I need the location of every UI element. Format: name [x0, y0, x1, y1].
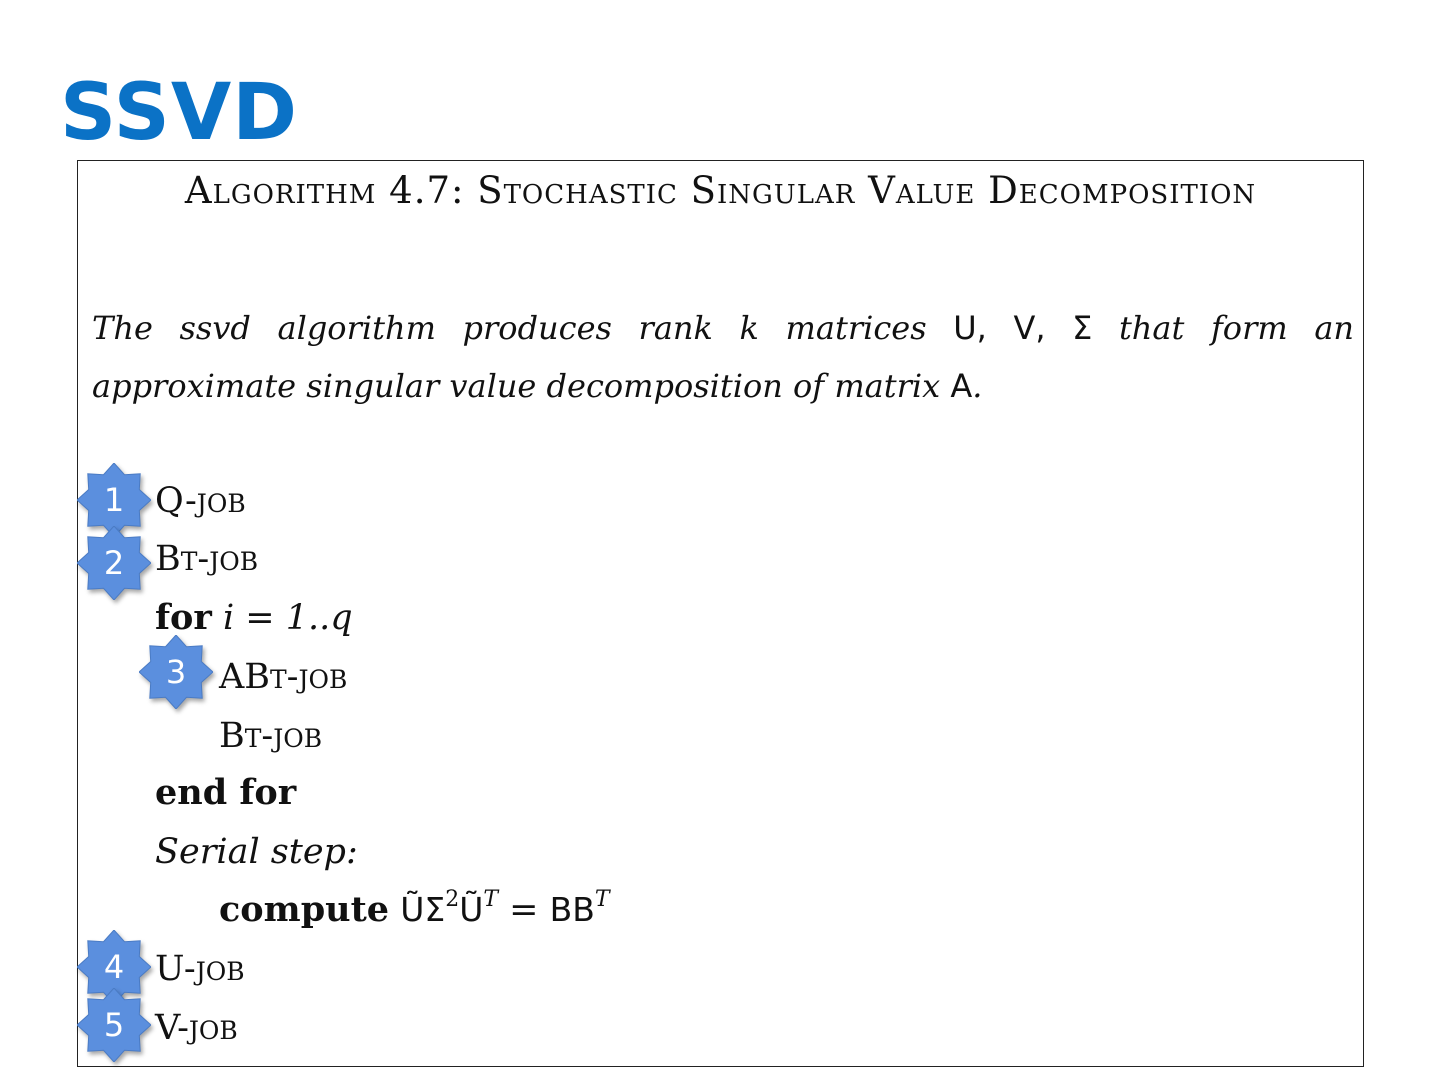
- step-q-job: Q-job: [155, 481, 246, 521]
- intro-text-4: .: [972, 367, 983, 405]
- badge-number: 5: [103, 1006, 125, 1044]
- star-badge-icon: [77, 526, 151, 600]
- intro-text-1: The ssvd algorithm produces rank: [92, 309, 740, 347]
- step-abt-job: ABt-job: [219, 657, 348, 697]
- intro-matrix-symbols: U, V, Σ: [953, 309, 1093, 347]
- step-u-job: U-job: [155, 949, 245, 989]
- badge-number: 4: [103, 948, 125, 986]
- compute-u-tilde-transpose: Ũ: [459, 890, 484, 929]
- algorithm-box: [77, 160, 1364, 1067]
- compute-bb: BB: [549, 890, 595, 929]
- serial-step-label: Serial step:: [155, 832, 358, 872]
- for-range: i = 1..q: [222, 598, 353, 638]
- compute-sigma-exponent: 2: [445, 887, 460, 913]
- intro-matrix-a: A: [950, 367, 973, 405]
- algorithm-description: [92, 299, 1354, 415]
- compute-transpose-1: T: [483, 887, 499, 913]
- compute-keyword: compute: [219, 889, 390, 930]
- compute-sigma: Σ: [424, 890, 446, 929]
- for-keyword: for: [155, 597, 212, 638]
- star-badge-icon: [77, 988, 151, 1062]
- badge-number: 2: [103, 544, 125, 582]
- badge-number: 1: [103, 481, 125, 519]
- intro-rank-symbol: k: [739, 309, 759, 347]
- intro-text-3: that form an approximate singular value decomposition of matrix: [92, 309, 1355, 405]
- algorithm-heading: Algorithm 4.7: Stochastic Singular Value Decomposition: [184, 169, 1257, 212]
- slide-title: SSVD: [60, 68, 298, 158]
- compute-equals: =: [498, 890, 550, 930]
- badge-number: 3: [165, 653, 187, 691]
- compute-u-tilde: Ũ: [400, 890, 425, 929]
- end-for-keyword: end for: [155, 772, 297, 813]
- compute-step: [219, 881, 610, 939]
- star-badge-icon: [139, 635, 213, 709]
- compute-transpose-2: T: [594, 887, 610, 913]
- intro-text-2: matrices: [758, 309, 954, 347]
- step-v-job: V-job: [155, 1008, 238, 1048]
- step-bt-job: Bt-job: [155, 539, 259, 579]
- step-bt-job-loop: Bt-job: [219, 716, 323, 756]
